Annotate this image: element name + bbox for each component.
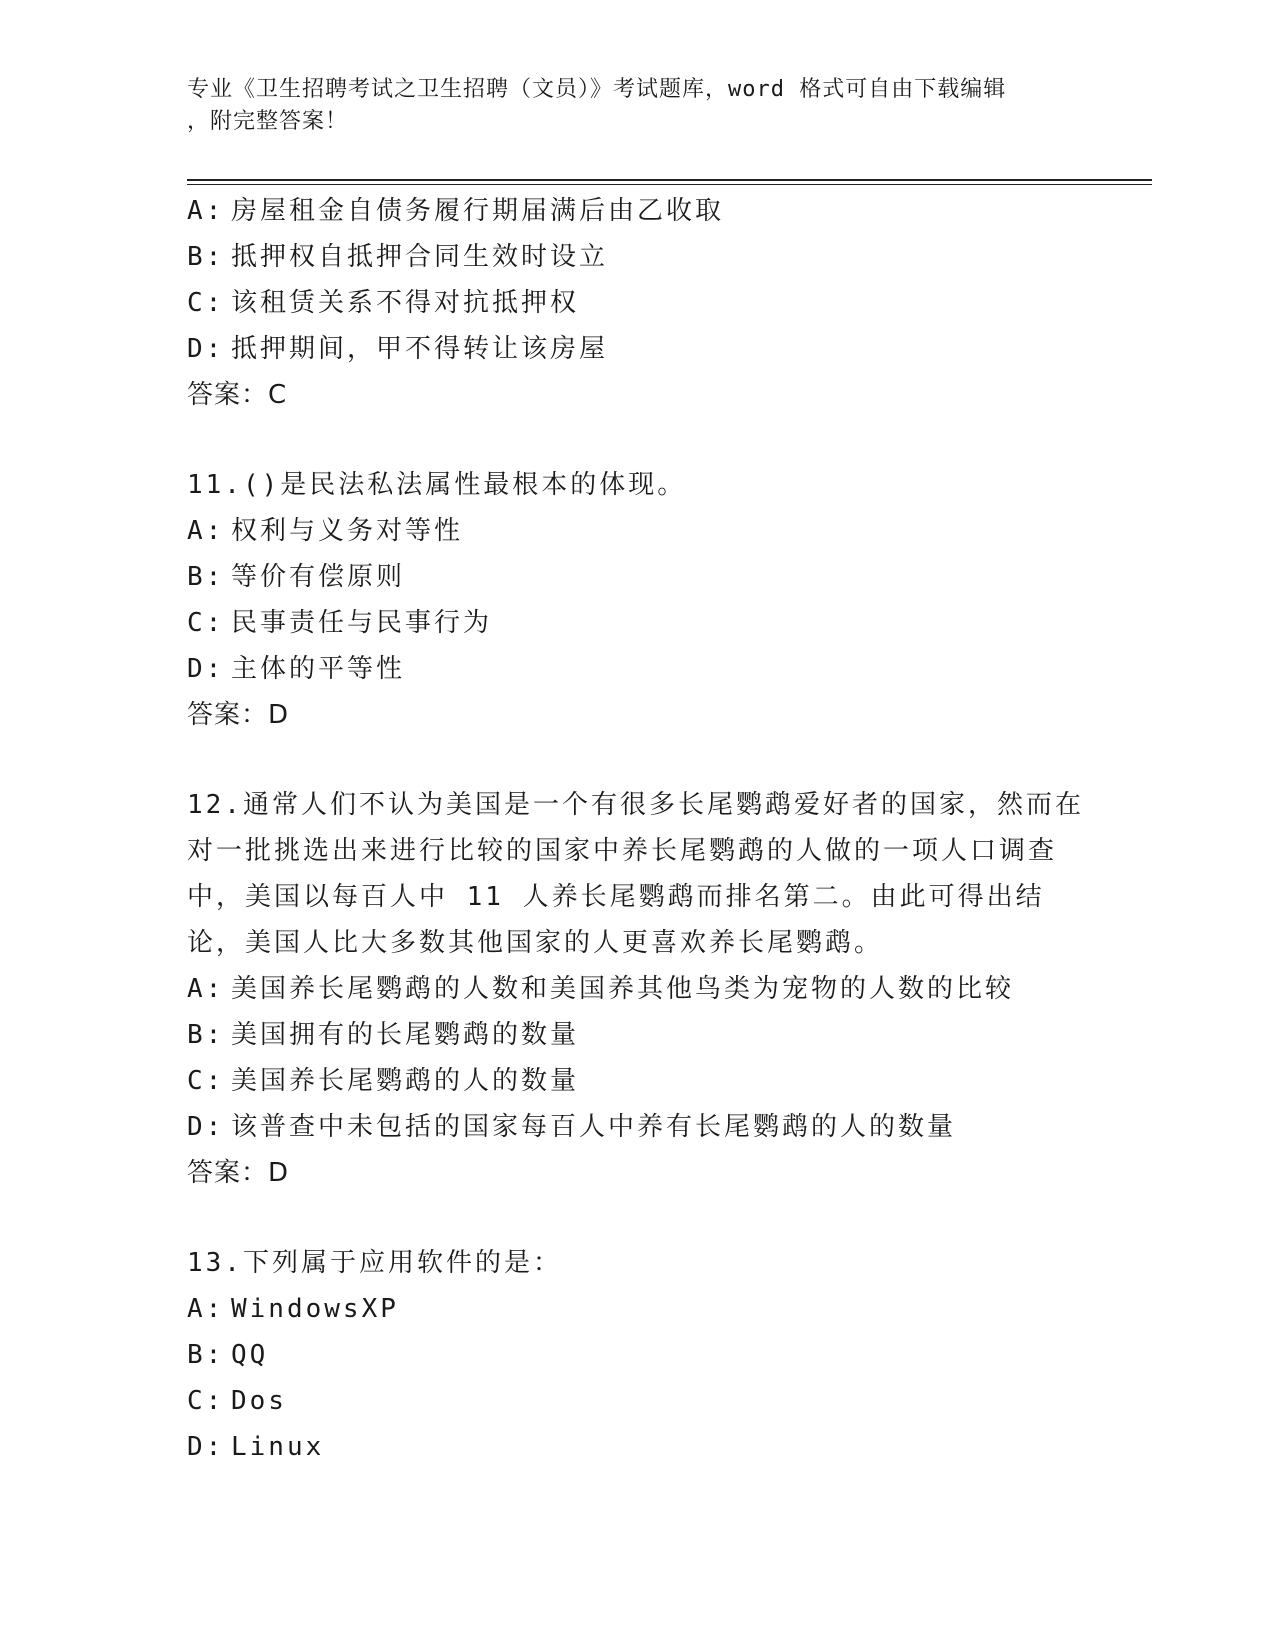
question-11 xyxy=(187,462,1087,738)
option-text: 房屋租金自债务履行期届满后由乙收取 xyxy=(231,196,725,226)
option-c xyxy=(187,280,1087,326)
option-a xyxy=(187,508,1087,554)
answer-line: 答案：D xyxy=(187,1158,290,1188)
option-letter: A: xyxy=(187,1294,225,1324)
option-d xyxy=(187,646,1087,692)
option-a xyxy=(187,188,1087,234)
header-rule-thick xyxy=(187,179,1152,181)
option-text: Dos xyxy=(231,1386,287,1416)
option-a xyxy=(187,1286,1087,1332)
option-b xyxy=(187,1012,1087,1058)
option-letter: A: xyxy=(187,974,225,1004)
document-header xyxy=(187,74,1087,138)
option-d xyxy=(187,1424,1087,1470)
question-list xyxy=(187,188,1087,1470)
header-line-2: ，附完整答案！ xyxy=(187,109,349,134)
option-text: 权利与义务对等性 xyxy=(231,516,464,546)
option-letter: A: xyxy=(187,516,225,546)
header-rule-thin xyxy=(187,184,1152,185)
option-d xyxy=(187,1104,1087,1150)
option-letter: D: xyxy=(187,654,225,684)
option-letter: B: xyxy=(187,1340,225,1370)
option-letter: B: xyxy=(187,242,225,272)
question-10 xyxy=(187,188,1087,418)
question-text: 12.通常人们不认为美国是一个有很多长尾鹦鹉爱好者的国家，然而在对一批挑选出来进行比较的国家中养长尾鹦鹉的人做的一项人口调查中，美国以每百人中 11 人养长尾鹦鹉而排名第二。由此可得出结论，美国人比大多数其他国家的人更喜欢养长尾鹦鹉。 xyxy=(187,790,1084,958)
option-text: 抵押期间，甲不得转让该房屋 xyxy=(231,334,609,364)
option-d xyxy=(187,326,1087,372)
option-text: 抵押权自抵押合同生效时设立 xyxy=(231,242,609,272)
option-b xyxy=(187,554,1087,600)
option-b xyxy=(187,234,1087,280)
option-letter: B: xyxy=(187,1020,225,1050)
option-letter: C: xyxy=(187,1066,225,1096)
question-text: 13.下列属于应用软件的是： xyxy=(187,1248,562,1278)
option-text: 该普查中未包括的国家每百人中养有长尾鹦鹉的人的数量 xyxy=(231,1112,957,1142)
question-12 xyxy=(187,782,1087,1196)
answer-line: 答案：D xyxy=(187,700,290,730)
option-text: 主体的平等性 xyxy=(231,654,406,684)
option-c xyxy=(187,1378,1087,1424)
option-text: 美国拥有的长尾鹦鹉的数量 xyxy=(231,1020,580,1050)
option-text: Linux xyxy=(231,1432,325,1462)
option-text: 美国养长尾鹦鹉的人的数量 xyxy=(231,1066,580,1096)
option-text: 等价有偿原则 xyxy=(231,562,406,592)
option-letter: D: xyxy=(187,334,225,364)
option-b xyxy=(187,1332,1087,1378)
option-a xyxy=(187,966,1087,1012)
option-letter: C: xyxy=(187,608,225,638)
option-text: 该租赁关系不得对抗抵押权 xyxy=(231,288,580,318)
option-letter: D: xyxy=(187,1112,225,1142)
option-letter: D: xyxy=(187,1432,225,1462)
option-letter: C: xyxy=(187,288,225,318)
option-text: WindowsXP xyxy=(231,1294,399,1324)
question-text: 11.()是民法私法属性最根本的体现。 xyxy=(187,470,687,500)
option-letter: A: xyxy=(187,196,225,226)
option-c xyxy=(187,600,1087,646)
header-line-1: 专业《卫生招聘考试之卫生招聘（文员）》考试题库，word 格式可自由下载编辑 xyxy=(187,77,1007,102)
option-letter: B: xyxy=(187,562,225,592)
option-text: QQ xyxy=(231,1340,269,1370)
option-letter: C: xyxy=(187,1386,225,1416)
question-13 xyxy=(187,1240,1087,1470)
option-text: 民事责任与民事行为 xyxy=(231,608,493,638)
option-c xyxy=(187,1058,1087,1104)
option-text: 美国养长尾鹦鹉的人数和美国养其他鸟类为宠物的人数的比较 xyxy=(231,974,1015,1004)
answer-line: 答案：C xyxy=(187,380,288,410)
